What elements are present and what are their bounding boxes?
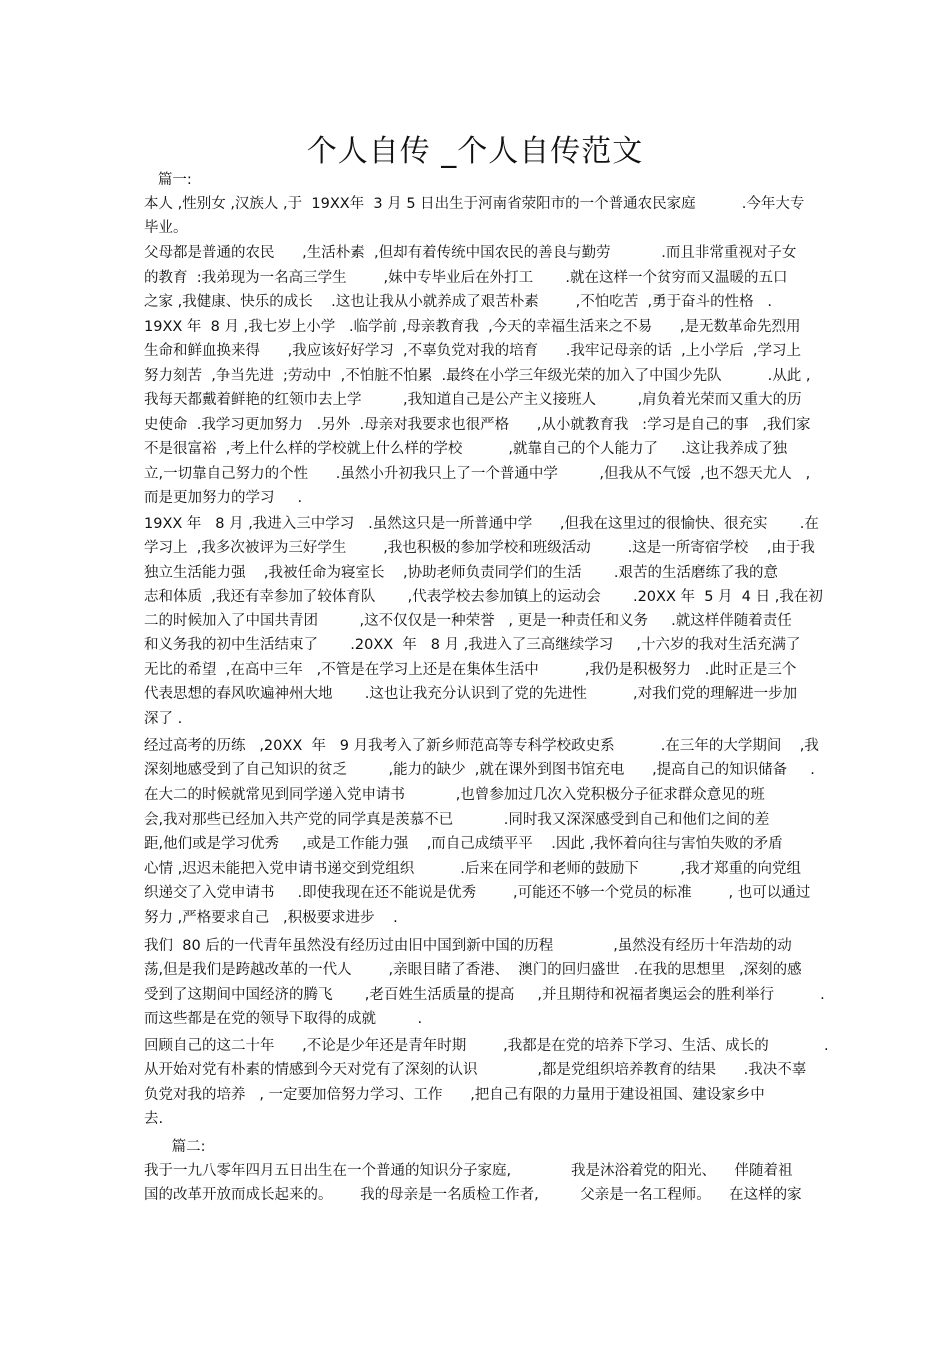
- document-title: 个人自传 _个人自传范文: [306, 134, 644, 169]
- body-line: 二的时候加入了中国共青团 ,这不仅仅是一种荣誉 , 更是一种责任和义务 .就这样伴随着责任: [144, 613, 792, 629]
- body-line: 生命和鲜血换来得 ,我应该好好学习 ,不辜负党对我的培育 .我牢记母亲的话 ,上小学后 ,学习上: [144, 343, 802, 359]
- body-line: 努力刻苦 ,争当先进 ;劳动中 ,不怕脏不怕累 .最终在小学三年级光荣的加入了中国少先队 .从此 ,: [144, 368, 811, 384]
- body-line: 负党对我的培养 , 一定要加倍努力学习、工作 ,把自己有限的力量用于建设祖国、建设家乡中: [144, 1087, 765, 1103]
- body-line: 史使命 .我学习更加努力 .另外 .母亲对我要求也很严格 ,从小就教育我 :学习是自己的事 ,我们家: [144, 417, 811, 433]
- body-line: 的教育 :我弟现为一名高三学生 ,妹中专毕业后在外打工 .就在这样一个贫穷而又温暖的五口: [144, 270, 788, 286]
- body-line: 受到了这期间中国经济的腾飞 ,老百姓生活质量的提高 ,并且期待和祝福者奥运会的胜利举行 .: [144, 987, 825, 1003]
- body-line: 深刻地感受到了自己知识的贫乏 ,能力的缺少 ,就在课外到图书馆充电 ,提高自己的知识储备 .: [144, 762, 815, 778]
- body-line: 本人 ,性别女 ,汉族人 ,于 19XX年 3 月 5 日出生于河南省荥阳市的一个普通农民家庭 .今年大专: [144, 196, 805, 212]
- body-line: 不是很富裕 ,考上什么样的学校就上什么样的学校 ,就靠自己的个人能力了 .这让我养成了独: [144, 441, 788, 457]
- body-line: 织递交了入党申请书 .即使我现在还不能说是优秀 ,可能还不够一个党员的标准 , 也可以通过: [144, 885, 811, 901]
- body-line: 我们 80 后的一代青年虽然没有经历过由旧中国到新中国的历程 ,虽然没有经历十年浩劫的动: [144, 938, 792, 954]
- body-line: 和义务我的初中生活结束了 .20XX 年 8 月 ,我进入了三高继续学习 ,十六岁的我对生活充满了: [144, 637, 801, 653]
- body-line: 而是更加努力的学习 .: [144, 490, 303, 506]
- body-line: 毕业。: [144, 220, 188, 236]
- body-line: 无比的希望 ,在高中三年 ,不管是在学习上还是在集体生活中 ,我仍是积极努力 .此时正是三个: [144, 662, 797, 678]
- body-line: 距,他们或是学习优秀 ,或是工作能力强 ,而自己成绩平平 .因此 ,我怀着向往与害怕失败的矛盾: [144, 836, 783, 852]
- body-line: 志和体质 ,我还有幸参加了较体育队 ,代表学校去参加镇上的运动会 .20XX 年 5 月 4 日 ,我在初: [144, 589, 823, 605]
- body-line: 之家 ,我健康、快乐的成长 .这也让我从小就养成了艰苦朴素 ,不怕吃苦 ,勇于奋斗的性格 .: [144, 294, 773, 310]
- body-line: 在大二的时候就常见到同学递入党申请书 ,也曾参加过几次入党积极分子征求群众意见的班: [144, 787, 765, 803]
- body-line: 学习上 ,我多次被评为三好学生 ,我也积极的参加学校和班级活动 .这是一所寄宿学校 ,由于我: [144, 540, 815, 556]
- body-line: 篇一:: [144, 172, 192, 188]
- body-line: 心情 ,迟迟未能把入党申请书递交到党组织 .后来在同学和老师的鼓励下 ,我才郑重的向党组: [144, 861, 802, 877]
- body-line: 父母都是普通的农民 ,生活朴素 ,但却有着传统中国农民的善良与勤劳 .而且非常重视对子女: [144, 245, 797, 261]
- body-line: 独立生活能力强 ,我被任命为寝室长 ,协助老师负责同学们的生活 .艰苦的生活磨练了我的意: [144, 565, 778, 581]
- body-line: 去.: [144, 1111, 164, 1127]
- body-line: 我于一九八零年四月五日出生在一个普通的知识分子家庭, 我是沐浴着党的阳光、 伴随着祖: [144, 1163, 793, 1179]
- body-line: 19XX 年 8 月 ,我七岁上小学 .临学前 ,母亲教育我 ,今天的幸福生活来之不易 ,是无数革命先烈用: [144, 319, 801, 335]
- body-line: 立,一切靠自己努力的个性 .虽然小升初我只上了一个普通中学 ,但我从不气馁 ,也不怨天尤人 ,: [144, 466, 811, 482]
- body-line: 篇二:: [144, 1139, 206, 1155]
- body-line: 国的改革开放而成长起来的。 我的母亲是一名质检工作者, 父亲是一名工程师。 在这样的家: [144, 1187, 802, 1203]
- body-line: 努力 ,严格要求自己 ,积极要求进步 .: [144, 910, 398, 926]
- body-line: 而这些都是在党的领导下取得的成就 .: [144, 1011, 423, 1027]
- body-line: 回顾自己的这二十年 ,不论是少年还是青年时期 ,我都是在党的培养下学习、生活、成长的 .: [144, 1038, 829, 1054]
- body-line: 我每天都戴着鲜艳的红领巾去上学 ,我知道自己是公产主义接班人 ,肩负着光荣而又重大的历: [144, 392, 802, 408]
- body-line: 经过高考的历练 ,20XX 年 9 月我考入了新乡师范高等专科学校政史系 .在三年的大学期间 ,我: [144, 738, 819, 754]
- body-line: 19XX 年 8 月 ,我进入三中学习 .虽然这只是一所普通中学 ,但我在这里过的很愉快、很充实 .在: [144, 516, 819, 532]
- body-line: 从开始对党有朴素的情感到今天对党有了深刻的认识 ,都是党组织培养教育的结果 .我决不辜: [144, 1062, 807, 1078]
- body-line: 代表思想的春风吹遍神州大地 .这也让我充分认识到了党的先进性 ,对我们党的理解进一步加: [144, 686, 798, 702]
- body-line: 荡,但是我们是跨越改革的一代人 ,亲眼目睹了香港、 澳门的回归盛世 .在我的思想里 ,深刻的感: [144, 962, 802, 978]
- body-line: 会,我对那些已经加入共产党的同学真是羡慕不已 .同时我又深深感受到自己和他们之间的差: [144, 812, 770, 828]
- body-line: 深了 .: [144, 711, 183, 727]
